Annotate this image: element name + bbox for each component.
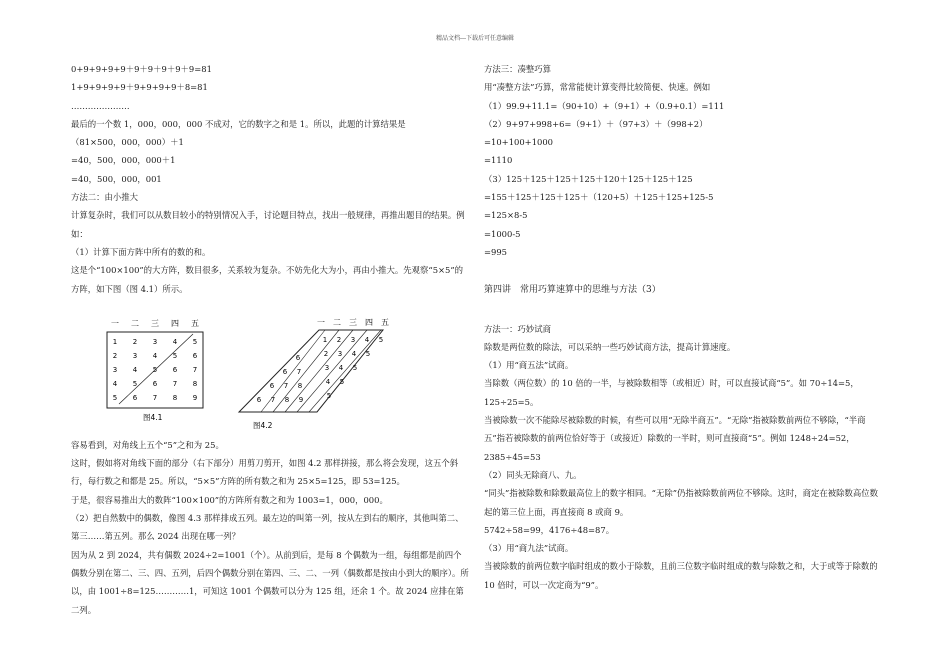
matrix-number: 1: [112, 337, 118, 346]
figure-4-2: [219, 316, 409, 432]
figure-4-1: [99, 316, 217, 426]
matrix-number: 8: [297, 381, 303, 390]
paragraph: 当被除数的前两位数字临时组成的数小于除数，且前三位数字临时组成的数与除数之和，大于或等于除数的 10 倍时，可以一次定商为“9”。: [484, 561, 878, 590]
matrix-number: 5: [378, 335, 384, 344]
matrix-number: 6: [295, 353, 301, 362]
figure-4-2-column-headers: [317, 318, 389, 327]
figure-4-1-column-headers: [111, 319, 199, 328]
matrix-number: 3: [152, 337, 158, 346]
matrix-number: 9: [298, 395, 304, 404]
matrix-number: 5: [365, 349, 371, 358]
matrix-number: 4: [364, 335, 370, 344]
matrix-number: 4: [172, 337, 178, 346]
paragraph: 容易看到，对角线上五个“5”之和为 25。: [71, 439, 224, 450]
figure-4-1-caption: 图4.1: [143, 412, 163, 422]
text-line: （2）同头无除商八、九。: [484, 469, 582, 480]
text-line: =125×8-5: [484, 210, 528, 221]
matrix-number: 6: [152, 379, 158, 388]
matrix-number: 4: [338, 363, 344, 372]
text-line: =1000-5: [484, 228, 521, 239]
paragraph: 这是个“100×100”的大方阵，数目很多，关系较为复杂。不妨先化大为小，再由小推大。先观察“5×5”的方阵，如下图（图 4.1）所示。: [71, 265, 464, 294]
text-line: （1）计算下面方阵中所有的数的和。: [71, 246, 211, 257]
text-line: =40，500，000，000＋1: [71, 155, 176, 166]
matrix-number: 8: [172, 393, 178, 402]
section-heading: 方法二：由小推大: [71, 192, 138, 203]
text-line: 除数是两位数的除法，可以采纳一些巧妙试商方法，提高计算速度。: [484, 341, 736, 352]
matrix-number: 4: [152, 351, 158, 360]
matrix-number: 3: [337, 349, 343, 358]
matrix-number: 5: [192, 337, 198, 346]
text-line: （81×500，000，000）＋1: [71, 137, 184, 148]
column-header: 三: [151, 318, 159, 328]
matrix-number: 3: [132, 351, 138, 360]
figures-row: [71, 316, 469, 432]
matrix-number: 2: [112, 351, 118, 360]
paragraph: （2）把自然数中的偶数，像图 4.3 那样排成五列。最左边的叫第一列，按从左到右的顺序，其他叫第二、第三……第五列。那么 2024 出现在哪一列？: [71, 513, 464, 542]
column-header: 五: [191, 318, 199, 328]
text-line: =155＋125＋125＋125＋（120+5）＋125＋125+125-5: [484, 192, 714, 203]
matrix-number: 7: [270, 395, 276, 404]
column-header: 一: [317, 317, 325, 327]
paragraph: 计算复杂时，我们可以从数目较小的特别情况入手，讨论题目特点，找出一般规律，再推出题目的结果。例如：: [71, 210, 465, 239]
matrix-number: 6: [192, 351, 198, 360]
matrix-number: 4: [325, 377, 331, 386]
matrix-number: 5: [352, 363, 358, 372]
matrix-number: 7: [283, 381, 289, 390]
matrix-number: 6: [172, 365, 178, 374]
text-line: =995: [484, 246, 508, 257]
left-column: [71, 60, 469, 619]
matrix-number: 7: [192, 365, 198, 374]
text-line: （3）用“商九法”试商。: [484, 543, 574, 554]
matrix-number: 6: [256, 395, 262, 404]
matrix-number: 6: [132, 393, 138, 402]
text-line: 用“凑整方法”巧算，常常能使计算变得比较简便、快速。例如: [484, 82, 711, 93]
text-line: （2）9+97+998+6=（9+1）＋（97+3）＋（998+2）: [484, 118, 708, 129]
lecture-title: 第四讲 常用巧算速算中的思维与方法（3）: [484, 285, 661, 296]
figure-4-1-numbers: [113, 338, 198, 402]
text-line: （1）用“商五法”试商。: [484, 360, 574, 371]
text-line: =10+100+1000: [484, 137, 554, 148]
section-heading: 方法三：凑整巧算: [484, 64, 551, 74]
paragraph: 这时，假如将对角线下面的部分（右下部分）用剪刀剪开，如图 4.2 那样拼接，那么将会发现，这五个斜行，每行数之和都是 25。所以，“5×5”方阵的所有数之和为 25×5=125，即 53=125。: [71, 458, 459, 487]
matrix-number: 4: [132, 365, 138, 374]
matrix-number: 3: [112, 365, 118, 374]
paragraph: 当被除数一次不能除尽被除数的时候，有些可以用“无除半商五”。“无除”指被除数前两位不够除，“半商五”指若被除数的前两位恰好等于（或接近）除数的一半时，则可直接商“5”。例如 1248÷24=52，2385÷45=53: [484, 415, 866, 462]
matrix-number: 2: [336, 335, 342, 344]
text-line: =1110: [484, 155, 513, 166]
matrix-number: 5: [339, 377, 345, 386]
column-header: 二: [333, 317, 341, 327]
text-line: （3）125＋125＋125＋125＋120＋125＋125＋125: [484, 173, 693, 184]
text-line: 1+9+9+9+9＋9+9+9+9＋8=81: [71, 82, 208, 93]
matrix-number: 8: [284, 395, 290, 404]
slant-line: [309, 330, 384, 412]
matrix-number: 4: [351, 349, 357, 358]
column-header: 一: [111, 318, 119, 328]
paragraph: 因为从 2 到 2024，共有偶数 2024÷2=1001（个）。从前到后，是每 8 个偶数为一组，每组都是前四个偶数分别在第二、三、四、五列，后四个偶数分别在第四、三、二、一列（偶数都是按由小到大的顺序）。所以，由 1001÷8=125…………1，可知这 1001 个偶数可以分为 125 组，还余 1 个。故 2024 应排在第二列。: [71, 549, 469, 615]
matrix-number: 7: [172, 379, 178, 388]
paragraph: 当除数（两位数）的 10 倍的一半，与被除数相等（或相近）时，可以直接试商“5”。如 70÷14=5，125÷25=5。: [484, 378, 859, 407]
column-header: 四: [365, 317, 373, 327]
matrix-number: 2: [323, 349, 329, 358]
matrix-number: 5: [326, 391, 332, 400]
right-column: [484, 60, 884, 594]
matrix-number: 5: [152, 365, 158, 374]
matrix-number: 5: [132, 379, 138, 388]
matrix-number: 3: [324, 363, 330, 372]
text-line: 最后的一个数 1，000，000，000 不成对，它的数字之和是 1。所以，此题的计算结果是: [71, 118, 406, 129]
matrix-number: 6: [282, 367, 288, 376]
matrix-number: 4: [112, 379, 118, 388]
matrix-number: 1: [322, 335, 328, 344]
column-header: 五: [381, 317, 389, 327]
text-line: …………………: [71, 100, 130, 111]
matrix-number: 5: [172, 351, 178, 360]
page-header: 精品文档---下载后可任意编辑: [435, 35, 515, 42]
paragraph: “同头”指被除数和除数最高位上的数字相同。“无除”仍指被除数前两位不够除。这时，商定在被除数高位数起的第三位上面，再直接商 8 或商 9。: [484, 488, 878, 517]
matrix-number: 7: [296, 367, 302, 376]
matrix-number: 9: [192, 393, 198, 402]
column-header: 四: [171, 318, 179, 328]
text-line: 0+9+9+9+9＋9＋9＋9＋9＋9=81: [71, 64, 212, 74]
figure-4-2-caption: 图4.2: [253, 420, 273, 430]
text-line: =40，500，000，001: [71, 173, 162, 184]
text-line: 5742÷58=99，4176÷48=87。: [484, 524, 615, 535]
matrix-number: 3: [350, 335, 356, 344]
matrix-number: 7: [152, 393, 158, 402]
paragraph: 于是，很容易推出大的数阵“100×100”的方阵所有数之和为 1003=1，000，000。: [71, 494, 388, 505]
column-header: 三: [349, 317, 357, 327]
section-heading: 方法一：巧妙试商: [484, 323, 551, 334]
matrix-number: 8: [192, 379, 198, 388]
matrix-number: 2: [132, 337, 138, 346]
column-header: 二: [131, 318, 139, 328]
matrix-number: 6: [269, 381, 275, 390]
text-line: （1）99.9+11.1=（90+10）+（9+1）+（0.9+0.1）=111: [484, 100, 725, 111]
matrix-number: 5: [112, 393, 118, 402]
